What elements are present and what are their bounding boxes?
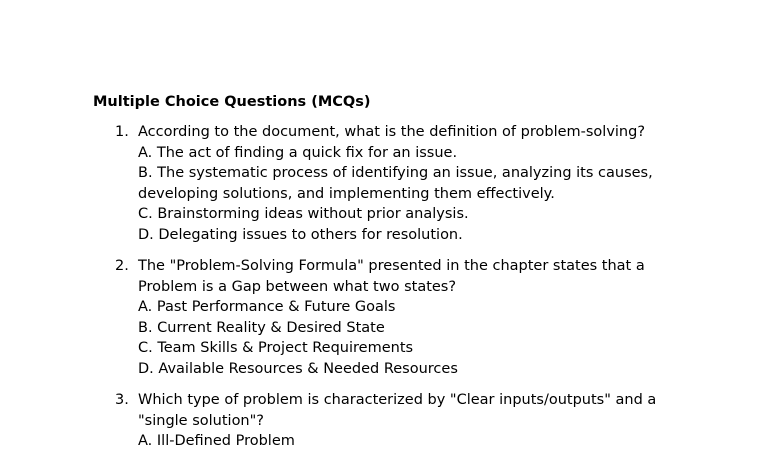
question-2 — [0, 256, 784, 380]
question-text: Which type of problem is characterized by "Clear inputs/outputs" and a — [138, 392, 657, 409]
option-b: B. Current Reality & Desired State — [138, 319, 385, 336]
question-number: 1. — [115, 124, 129, 140]
question-number: 3. — [115, 392, 129, 409]
option-a: A. The act of finding a quick fix for an issue. — [138, 144, 458, 161]
option-b: B. The systematic process of identifying an issue, analyzing its causes, — [138, 165, 653, 182]
question-3 — [0, 390, 784, 452]
option-a: A. Past Performance & Future Goals — [138, 299, 396, 316]
question-1 — [0, 122, 784, 246]
option-c: C. Team Skills & Project Requirements — [138, 340, 414, 357]
option-d: D. Available Resources & Needed Resources — [138, 361, 458, 378]
question-text: The "Problem-Solving Formula" presented in the chapter states that a — [138, 258, 645, 275]
question-text-continued: "single solution"? — [138, 412, 264, 429]
question-list — [0, 122, 784, 462]
option-d: D. Delegating issues to others for resolution. — [138, 226, 463, 243]
question-text-continued: Problem is a Gap between what two states? — [138, 278, 457, 295]
question-number: 2. — [115, 258, 129, 275]
option-c: C. Brainstorming ideas without prior analysis. — [138, 206, 469, 223]
option-b-continued: developing solutions, and implementing them effectively. — [138, 185, 555, 202]
question-text: According to the document, what is the definition of problem-solving? — [138, 124, 646, 140]
option-a: A. Ill-Defined Problem — [138, 433, 295, 450]
section-heading: Multiple Choice Questions (MCQs) — [93, 94, 371, 110]
